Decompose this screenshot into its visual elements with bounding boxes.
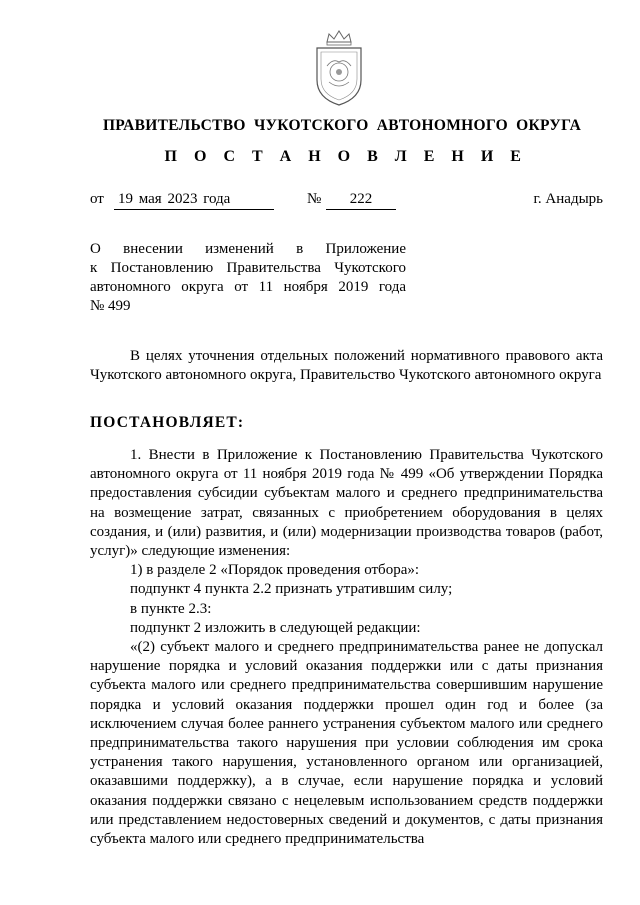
paragraph: подпункт 4 пункта 2.2 признать утратившим силу;	[130, 581, 453, 598]
document-meta-row	[90, 191, 603, 211]
subject-line: автономного округа от 11 ноября 2019 года	[90, 279, 406, 295]
number-sign: №	[307, 191, 322, 207]
coat-of-arms-emblem	[307, 28, 371, 108]
decree-body	[90, 446, 603, 849]
preamble	[90, 347, 603, 385]
subject-line: к Постановлению Правительства Чукотского	[90, 260, 406, 276]
document-subject	[90, 240, 406, 316]
document-date-value: 19 мая 2023 года	[118, 191, 231, 207]
preamble-text: В целях уточнения отдельных положений нормативного правового акта Чукотского автономного округа, Правительство Чукотского автономного округа	[90, 348, 603, 384]
paragraph: подпункт 2 изложить в следующей редакции:	[130, 619, 421, 636]
subject-line: № 499	[90, 298, 131, 314]
paragraph: «(2) субъект малого и среднего предпринимательства ранее не допускал нарушение порядка и условий оказания поддержки или с даты признания субъекта малого или среднего предпринимательства совершившим нарушение порядка и условий оказания поддержки прошел один год и более (за исключением случая более раннего устранения субъектом малого или среднего предпринимательства такого нарушения при условии соблюдения им срока устранения такого нарушения, установленного органом или организацией, оказавшими поддержку), а в случае, если нарушение порядка и условий оказания поддержки связано с нецелевым использованием средств поддержки или представлением недостоверных сведений и документов, с даты признания субъекта малого или среднего предпринимательства	[90, 639, 603, 848]
paragraph: в пункте 2.3:	[130, 600, 212, 617]
document-date	[114, 191, 274, 210]
subject-line: О внесении изменений в Приложение	[90, 241, 406, 257]
document-type: П О С Т А Н О В Л Е Н И Е	[164, 148, 528, 165]
document-number: 222	[326, 191, 396, 210]
government-title: ПРАВИТЕЛЬСТВО ЧУКОТСКОГО АВТОНОМНОГО ОКРУГА	[102, 117, 582, 134]
decree-word: ПОСТАНОВЛЯЕТ:	[90, 414, 245, 431]
date-prefix: от	[90, 191, 104, 207]
paragraph: 1) в разделе 2 «Порядок проведения отбора»:	[130, 562, 420, 579]
paragraph: 1. Внести в Приложение к Постановлению Правительства Чукотского автономного округа от 11 ноября 2019 года № 499 «Об утверждении Порядка предоставления субсидии субъектам малого и среднего предпринимательства на возмещение затрат, связанных с приобретением оборудования в целях создания, и (или) развития, и (или) модернизации производства товаров (работ, услуг)» следующие изменения:	[90, 447, 603, 560]
city-name: г. Анадырь	[533, 191, 603, 207]
